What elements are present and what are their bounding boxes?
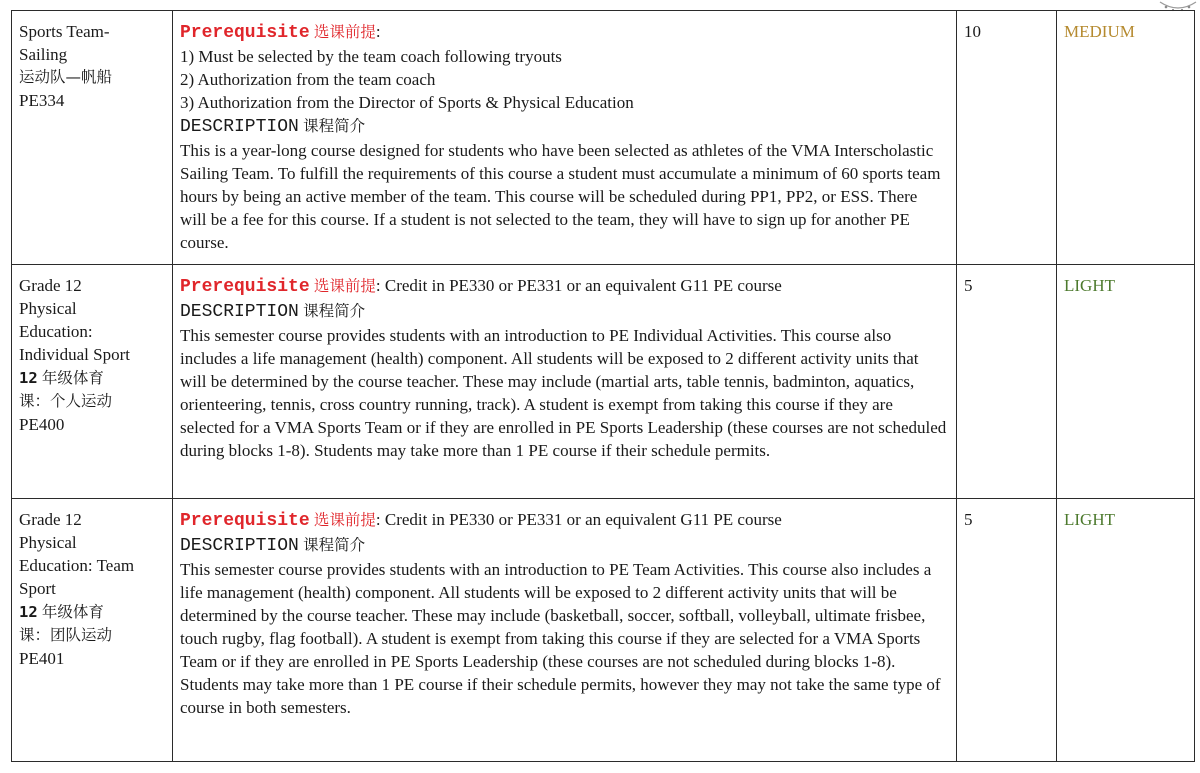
prerequisite-text: : Credit in PE330 or PE331 or an equivalent G11 PE course: [375, 276, 782, 295]
prerequisite-item: 2) Authorization from the team coach: [180, 70, 436, 89]
course-name-cn: [19, 600, 164, 624]
table-row: [12, 11, 1195, 265]
course-code: PE401: [19, 649, 65, 668]
course-name-line: Sports Team-: [19, 22, 110, 41]
description-heading: [180, 533, 948, 558]
course-name-line: Grade 12: [19, 510, 82, 529]
prerequisite-item: 3) Authorization from the Director of Sports & Physical Education: [180, 93, 634, 112]
course-name-cn-part: 年级体育: [41, 369, 104, 387]
table-row: [12, 265, 1195, 499]
hours-value: 5: [964, 510, 973, 529]
description-label: DESCRIPTION: [180, 536, 299, 556]
workload-badge: MEDIUM: [1064, 22, 1135, 41]
course-name-line: Grade 12: [19, 276, 82, 295]
table-row: [12, 499, 1195, 762]
description-text: This semester course provides students with an introduction to PE Team Activities. This course also includes a life management (health) component. All students will be exposed to 2 different activity units that will be determined by the course teacher. These may include (basketball, soccer, softball, volleyball, ultimate frisbee, touch rugby, flag football). A student is exempt from taking this course if they are selected for a VMA Sports Team or if they are enrolled in PE Sports Leadership (these courses are not scheduled during blocks 1-8). Students may take more than 1 PE course if their schedule permits, however they may not take the same type of course in both semesters.: [180, 560, 941, 717]
course-name-cn: [19, 366, 164, 390]
hours-cell: [957, 11, 1057, 265]
prerequisite-text: :: [375, 22, 381, 41]
course-detail-cell: [173, 265, 957, 499]
course-name-cell: [12, 265, 173, 499]
course-name-line: Sport: [19, 579, 56, 598]
prerequisite-label: Prerequisite: [180, 511, 310, 531]
course-name-cn: 运动队—帆船: [19, 68, 113, 86]
prerequisite-label: Prerequisite: [180, 23, 310, 43]
prerequisite-label-cn: 选课前提: [313, 511, 376, 529]
description-text: This is a year-long course designed for students who have been selected as athletes of the VMA Interscholastic Sailing Team. To fulfill the requirements of this course a student must accumulate a minimum of 60 sports team hours by being an active member of the team. This course will be scheduled during PP1, PP2, or ESS. There will be a fee for this course. If a student is not selected to the team, they will have to sign up for another PE course.: [180, 141, 941, 252]
prerequisite-label: Prerequisite: [180, 277, 310, 297]
prerequisite-text: : Credit in PE330 or PE331 or an equivalent G11 PE course: [375, 510, 782, 529]
hours-value: 10: [964, 22, 981, 41]
prerequisite-item: 1) Must be selected by the team coach following tryouts: [180, 47, 562, 66]
course-name-line: Physical: [19, 299, 77, 318]
course-detail-cell: [173, 499, 957, 762]
prerequisite-label-cn: 选课前提: [313, 23, 376, 41]
grade-number: 12: [19, 369, 38, 387]
course-detail-cell: [173, 11, 957, 265]
course-code: PE334: [19, 91, 65, 110]
workload-badge: LIGHT: [1064, 510, 1115, 529]
workload-badge: LIGHT: [1064, 276, 1115, 295]
prerequisite-label-cn: 选课前提: [313, 277, 376, 295]
description-label-cn: 课程简介: [303, 117, 366, 135]
course-name-cn-part: 年级体育: [41, 603, 104, 621]
course-name-line: Sailing: [19, 45, 68, 64]
prerequisite-heading: [180, 274, 948, 299]
course-name-line: Education: Team: [19, 556, 135, 575]
course-name-cell: [12, 11, 173, 265]
description-label: DESCRIPTION: [180, 117, 299, 137]
hours-value: 5: [964, 276, 973, 295]
description-label-cn: 课程简介: [303, 536, 366, 554]
description-heading: [180, 114, 948, 139]
course-name-cn-part: 课：个人运动: [19, 392, 113, 410]
course-name-line: Education:: [19, 322, 93, 341]
course-name-line: Physical: [19, 533, 77, 552]
prerequisite-heading: [180, 20, 948, 45]
workload-cell: [1057, 265, 1195, 499]
course-name-line: Individual Sport: [19, 345, 130, 364]
hours-cell: [957, 265, 1057, 499]
workload-cell: [1057, 499, 1195, 762]
course-table: [11, 10, 1195, 762]
course-name-cell: [12, 499, 173, 762]
course-code: PE400: [19, 415, 65, 434]
description-heading: [180, 299, 948, 324]
description-label-cn: 课程简介: [303, 302, 366, 320]
description-label: DESCRIPTION: [180, 302, 299, 322]
workload-cell: [1057, 11, 1195, 265]
course-name-cn-part: 课：团队运动: [19, 626, 113, 644]
hours-cell: [957, 499, 1057, 762]
prerequisite-heading: [180, 508, 948, 533]
description-text: This semester course provides students with an introduction to PE Individual Activities. This course also includes a life management (health) component. All students will be exposed to 2 different activity units that will be determined by the course teacher. These may include (martial arts, table tennis, badminton, aquatics, orienteering, tennis, cross country running, track). A student is exempt from taking this course if they are selected for a VMA Sports Team or if they are enrolled in PE Sports Leadership (these courses are not scheduled during blocks 1-8). Students may take more than 1 PE course if their schedule permits.: [180, 326, 947, 460]
grade-number: 12: [19, 603, 38, 621]
